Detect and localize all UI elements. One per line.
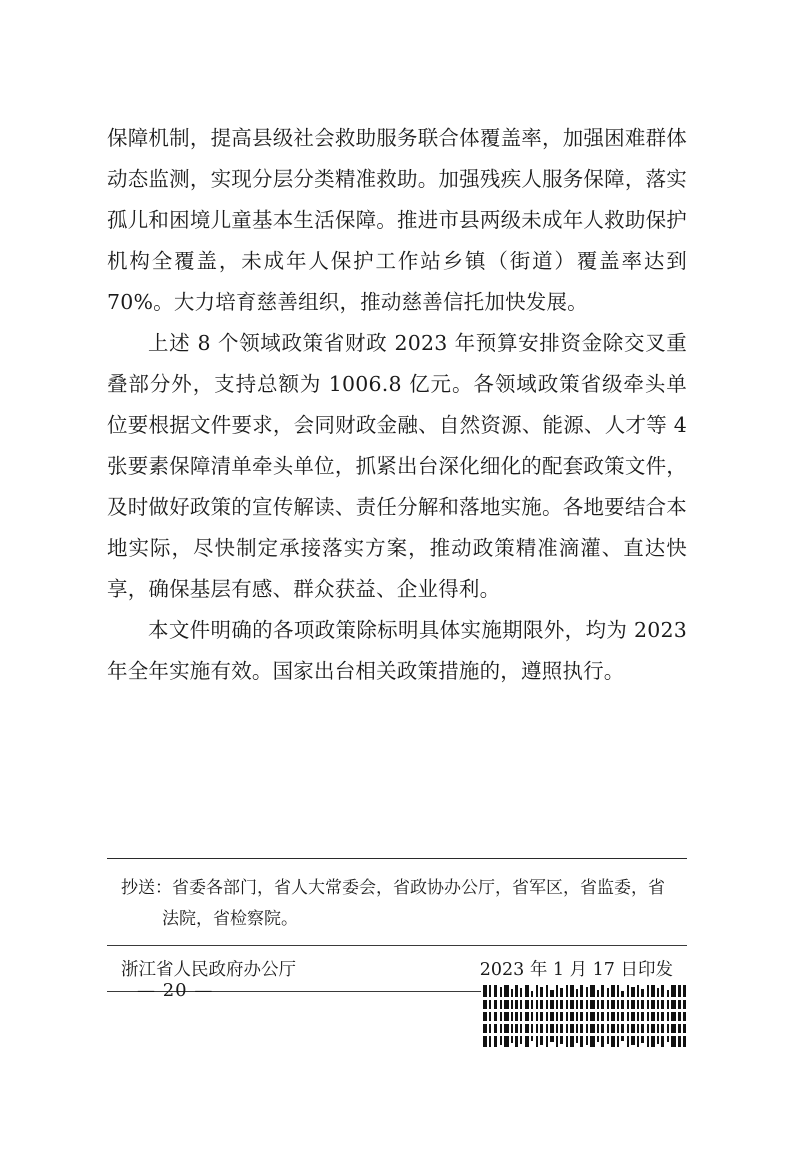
barcode-image: [481, 985, 687, 1047]
document-footer: [107, 858, 687, 992]
document-body: [107, 118, 687, 692]
paragraph-3: 本文件明确的各项政策除标明具体实施期限外，均为 2023 年全年实施有效。国家出台相关政策措施的，遵照执行。: [107, 618, 687, 683]
issuer-name: 浙江省人民政府办公厅: [121, 960, 296, 980]
issue-date: 2023 年 1 月 17 日印发: [479, 960, 673, 980]
paragraph-1: 保障机制，提高县级社会救助服务联合体覆盖率，加强困难群体动态监测，实现分层分类精准救助。加强残疾人服务保障，落实孤儿和困境儿童基本生活保障。推进市县两级未成年人救助保护机构全覆盖，未成年人保护工作站乡镇（街道）覆盖率达到 70%。大力培育慈善组织，推动慈善信托加快发展。: [107, 126, 687, 314]
page-number: — 20 —: [137, 980, 214, 1001]
copy-to-block: [107, 859, 687, 945]
paragraph-2: 上述 8 个领域政策省财政 2023 年预算安排资金除交叉重叠部分外，支持总额为 1006.8 亿元。各领域政策省级牵头单位要根据文件要求，会同财政金融、自然资源、能源、人才等 4 张要素保障清单牵头单位，抓紧出台深化细化的配套政策文件，及时做好政策的宣传解读、责任分解和落地实施。各地要结合本地实际，尽快制定承接落实方案，推动政策精准滴灌、直达快享，确保基层有感、群众获益、企业得利。: [107, 331, 687, 601]
copy-to-line-2: 法院，省检察院。: [162, 909, 298, 929]
copy-to-line-1: 抄送：省委各部门，省人大常委会，省政协办公厅，省军区，省监委，省: [121, 878, 665, 898]
